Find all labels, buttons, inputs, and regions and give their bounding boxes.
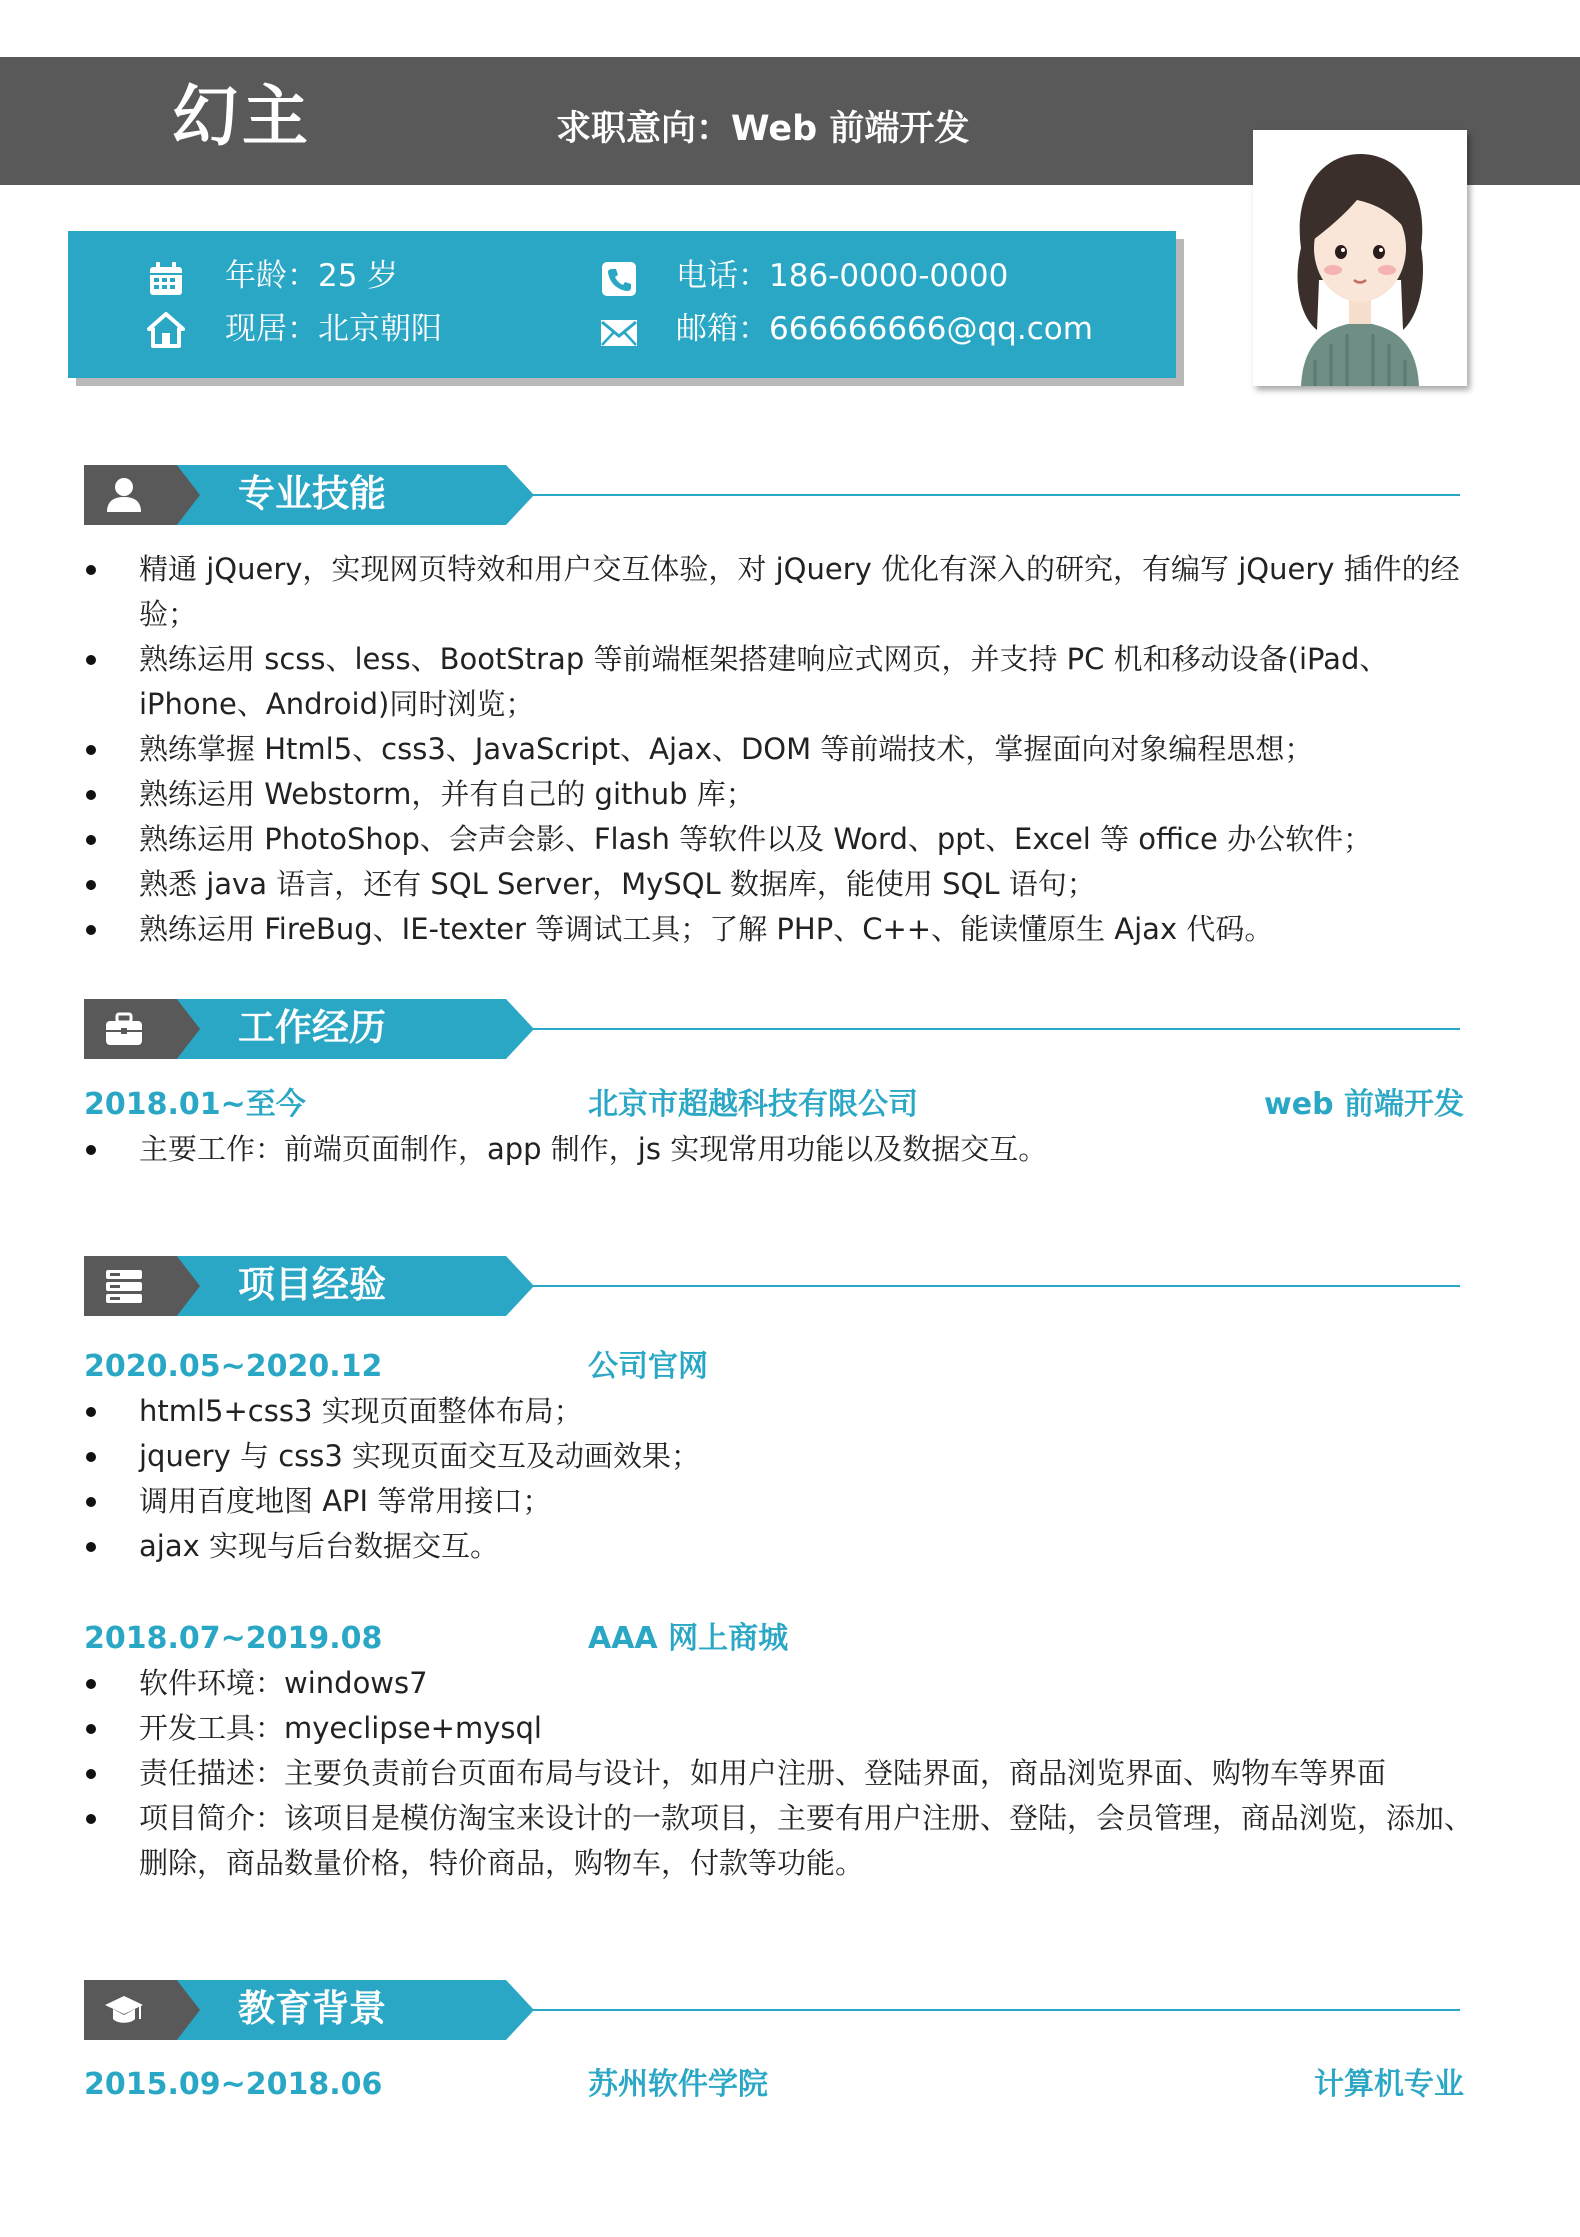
work-period: 2018.01~至今 — [84, 1087, 306, 1122]
project-list — [84, 1389, 1484, 1569]
graduation-cap-icon — [104, 1991, 144, 2029]
list-item: 熟悉 java 语言，还有 SQL Server，MySQL 数据库，能使用 SQL 语句； — [84, 862, 1484, 907]
list-item: 熟练运用 scss、less、BootStrap 等前端框架搭建响应式网页，并支持 PC 机和移动设备(iPad、iPhone、Android)同时浏览； — [84, 637, 1484, 727]
section-title-projects: 项目经验 — [238, 1263, 386, 1306]
job-intent: 求职意向：Web 前端开发 — [556, 109, 970, 149]
section-divider — [384, 494, 1460, 496]
email-text: 邮箱：666666666@qq.com — [676, 311, 1093, 347]
candidate-name: 幻主 — [172, 78, 312, 155]
section-title-work: 工作经历 — [238, 1006, 386, 1049]
home-icon — [147, 311, 185, 349]
user-icon — [104, 476, 144, 514]
list-item: 项目简介：该项目是模仿淘宝来设计的一款项目，主要有用户注册、登陆，会员管理，商品浏览，添加、删除，商品数量价格，特价商品，购物车，付款等功能。 — [84, 1796, 1484, 1886]
list-item: 责任描述：主要负责前台页面布局与设计，如用户注册、登陆界面，商品浏览界面、购物车等界面 — [84, 1751, 1484, 1796]
work-company: 北京市超越科技有限公司 — [588, 1087, 918, 1122]
section-header-work — [84, 999, 1460, 1059]
project-period: 2018.07~2019.08 — [84, 1621, 383, 1656]
calendar-icon — [147, 260, 185, 298]
section-header-projects — [84, 1256, 1460, 1316]
work-position: web 前端开发 — [1264, 1087, 1464, 1122]
education-period: 2015.09~2018.06 — [84, 2067, 383, 2102]
project-period: 2020.05~2020.12 — [84, 1349, 383, 1384]
list-item: ajax 实现与后台数据交互。 — [84, 1524, 1484, 1569]
list-item: 熟练运用 FireBug、IE-texter 等调试工具；了解 PHP、C++、能读懂原生 Ajax 代码。 — [84, 907, 1484, 952]
section-divider — [384, 2009, 1460, 2011]
list-item: 开发工具：myeclipse+mysql — [84, 1706, 1484, 1751]
info-box — [68, 231, 1176, 378]
section-title-skills: 专业技能 — [238, 472, 386, 515]
education-major: 计算机专业 — [1314, 2067, 1464, 2102]
phone-icon — [600, 260, 638, 298]
education-school: 苏州软件学院 — [588, 2067, 768, 2102]
residence-text: 现居：北京朝阳 — [225, 311, 442, 347]
phone-text: 电话：186-0000-0000 — [676, 258, 1009, 294]
list-item: 熟练运用 PhotoShop、会声会影、Flash 等软件以及 Word、ppt、Excel 等 office 办公软件； — [84, 817, 1484, 862]
list-item: jquery 与 css3 实现页面交互及动画效果； — [84, 1434, 1484, 1479]
list-item: 主要工作：前端页面制作，app 制作，js 实现常用功能以及数据交互。 — [84, 1127, 1484, 1172]
list-item: 熟练掌握 Html5、css3、JavaScript、Ajax、DOM 等前端技术，掌握面向对象编程思想； — [84, 727, 1484, 772]
section-divider — [384, 1285, 1460, 1287]
section-divider — [384, 1028, 1460, 1030]
list-item: 精通 jQuery，实现网页特效和用户交互体验，对 jQuery 优化有深入的研究，有编写 jQuery 插件的经验； — [84, 547, 1484, 637]
section-header-education — [84, 1980, 1460, 2040]
avatar-illustration — [1253, 130, 1467, 386]
list-item: 调用百度地图 API 等常用接口； — [84, 1479, 1484, 1524]
profile-photo — [1253, 130, 1467, 386]
envelope-icon — [600, 314, 638, 352]
section-title-education: 教育背景 — [238, 1987, 386, 2030]
section-icon-tab — [84, 1256, 200, 1316]
section-icon-tab — [84, 999, 200, 1059]
list-item: html5+css3 实现页面整体布局； — [84, 1389, 1484, 1434]
list-item: 软件环境：windows7 — [84, 1661, 1484, 1706]
age-text: 年龄：25 岁 — [225, 258, 399, 294]
project-list — [84, 1661, 1484, 1886]
section-icon-tab — [84, 465, 200, 525]
work-list — [84, 1127, 1484, 1172]
section-header-skills — [84, 465, 1460, 525]
skills-list — [84, 547, 1484, 952]
section-icon-tab — [84, 1980, 200, 2040]
project-name: AAA 网上商城 — [588, 1621, 789, 1656]
server-icon — [104, 1267, 144, 1305]
briefcase-icon — [104, 1010, 144, 1048]
project-name: 公司官网 — [588, 1349, 708, 1384]
list-item: 熟练运用 Webstorm，并有自己的 github 库； — [84, 772, 1484, 817]
